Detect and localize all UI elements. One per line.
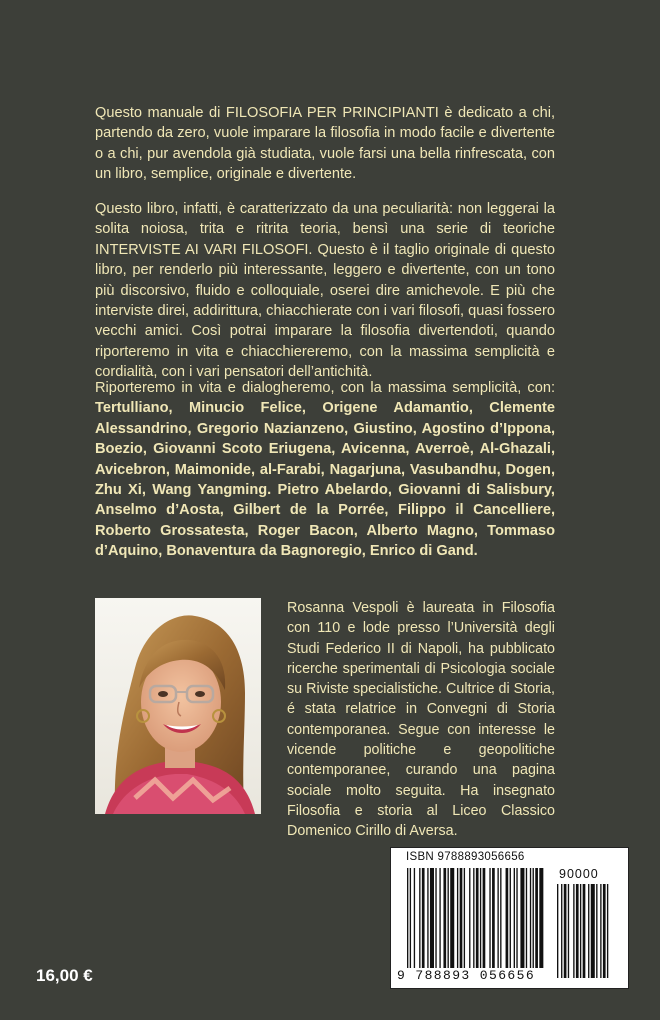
barcode-bar	[430, 868, 434, 968]
barcode-bar	[448, 868, 449, 968]
addon-bar	[580, 884, 581, 978]
barcode-bar	[526, 868, 527, 968]
addon-bar	[588, 884, 589, 978]
barcode-bar	[492, 868, 495, 968]
addon-bar	[561, 884, 562, 978]
philosophers-intro: Riporteremo in vita e dialogheremo, con la massima semplicità, con:	[95, 380, 555, 396]
barcode-bar	[497, 868, 498, 968]
barcode-bar	[469, 868, 470, 968]
barcode-bar	[520, 868, 524, 968]
barcode-bar	[539, 868, 543, 968]
addon-bar	[557, 884, 558, 978]
barcode-bar	[510, 868, 511, 968]
isbn-label: ISBN 9788893056656	[406, 851, 525, 863]
barcode-bar	[464, 868, 465, 968]
barcode-bar	[483, 868, 486, 968]
barcode-bar	[530, 868, 531, 968]
barcode-bar	[535, 868, 538, 968]
barcode-bar	[480, 868, 481, 968]
barcode-bar	[407, 868, 408, 968]
barcode-bar	[443, 868, 446, 968]
blurb-paragraph-1: Questo manuale di FILOSOFIA PER PRINCIPIANTI è dedicato a chi, partendo da zero, vuole imparare la filosofia in modo facile e divertente o a chi, pur avendola già studiata, vuole farsi una bella rinfrescata, con un libro, semplice, originale e divertente.	[95, 105, 555, 183]
barcode-bar	[435, 868, 436, 968]
addon-code: 90000	[559, 867, 599, 881]
barcode-bar	[533, 868, 534, 968]
barcode-bar	[427, 868, 428, 968]
barcode-bar	[473, 868, 474, 968]
barcode-bar	[422, 868, 425, 968]
barcode-bar	[460, 868, 463, 968]
addon-bar	[576, 884, 579, 978]
barcode-bar	[457, 868, 458, 968]
philosophers-list: Tertulliano, Minucio Felice, Origene Adamantio, Clemente Alessandrino, Gregorio Nazianzeno, Giustino, Agostino d’Ippona, Boezio, Giovanni Scoto Eriugena, Avicenna, Averroè, Al-Ghazali, Avicebron, Maimonide, al-Farabi, Nagarjuna, Vasubandhu, Dogen, Zhu Xi, Wang Yangming. Pietro Abelardo, Giovanni di Salisbury, Anselmo d’Aosta, Gilbert de la Porrée, Filippo il Cancelliere, Roberto Grossatesta, Roger Bacon, Alberto Magno, Tommaso d’Aquino, Bonaventura da Bagnoregio, Enrico di Gand.	[95, 400, 555, 560]
addon-bar	[564, 884, 567, 978]
barcode-bar	[414, 868, 415, 968]
barcode-bar	[419, 868, 420, 968]
addon-bar	[607, 884, 608, 978]
isbn-digits: 9 788893 056656	[397, 968, 536, 983]
barcode-bar	[476, 868, 479, 968]
isbn-barcode	[390, 847, 629, 989]
addon-bar	[600, 884, 601, 978]
barcode-bar	[500, 868, 501, 968]
barcode-bar	[439, 868, 440, 968]
barcode-bar	[410, 868, 411, 968]
author-bio: Rosanna Vespoli è laureata in Filosofia con 110 e lode presso l’Università degli Studi Federico II di Napoli, ha pubblicato ricerche sperimentali di Psicologia sociale su Riviste specialistiche. Cultrice di Storia, é stata relatrice in Convegni di Storia contemporanea. Segue con interesse le vicende politiche e geopolitiche contemporanee, curando una pagina sociale molto seguita. Ha insegnato Filosofia e storia al Liceo Classico Domenico Cirillo di Aversa.	[287, 600, 555, 840]
blurb-paragraph-3	[95, 378, 555, 562]
blurb-paragraph-2: Questo libro, infatti, è caratterizzato da una peculiarità: non leggerai la solita noiosa, trita e ritrita teoria, bensì una serie di teoriche INTERVISTE AI VARI FILOSOFI. Questo è il taglio originale di questo libro, per renderlo più interessante, leggero e divertente, con un tono più discorsivo, fluido e colloquiale, oserei dire amichevole. E più che interviste direi, addirittura, chiacchierate con i vari filosofi, quasi fossero vecchi amici. Così potrai imparare la filosofia divertendoti, quando riporteremo in vita e chiacchiereremo, con la massima semplicità e cordialità, con i vari pensatori dell’antichità.	[95, 201, 555, 381]
addon-bar	[568, 884, 569, 978]
addon-bar	[573, 884, 574, 978]
barcode-bar	[514, 868, 515, 968]
barcode-bar	[506, 868, 509, 968]
addon-bar	[596, 884, 597, 978]
barcode-bar	[489, 868, 490, 968]
price-label: 16,00 €	[36, 966, 93, 985]
barcode-bar	[450, 868, 454, 968]
addon-bar	[603, 884, 606, 978]
barcode-bar	[516, 868, 517, 968]
addon-bar	[591, 884, 595, 978]
addon-bar	[583, 884, 586, 978]
author-photo	[95, 598, 261, 814]
